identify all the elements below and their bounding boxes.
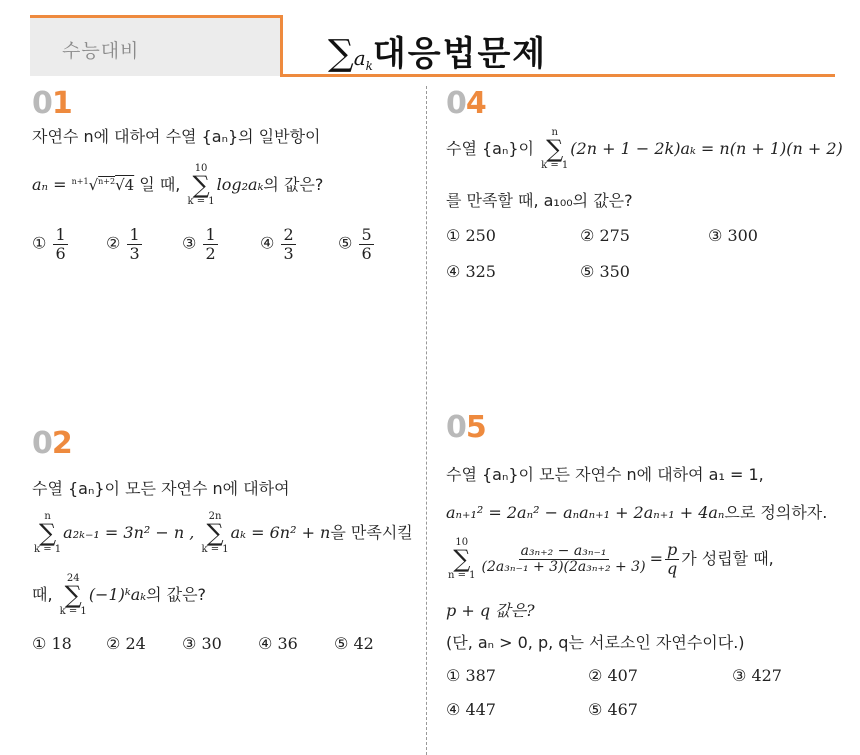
q4-line1: 수열 {aₙ}이 n ∑ k = 1 (2n + 1 − 2k)aₖ = n(n + 1)(n + 2) — [446, 127, 843, 171]
q1-line2: aₙ = $^{n+1}$√$^{n+2}$√4 일 때, 10 ∑ k = 1 log₂aₖ의 값은? — [32, 163, 324, 207]
q2-choice-3[interactable]: ③ 30 — [182, 634, 222, 653]
question-number-01: 01 — [32, 86, 72, 121]
q5-sum: 10 ∑ n = 1 — [448, 537, 476, 581]
question-number-02: 02 — [32, 426, 72, 461]
q2-line2: n ∑ k = 1 a₂ₖ₋₁ = 3n² − n , 2n ∑ k = 1 aₖ = 6n² + n을 만족시킬 — [34, 511, 413, 555]
q5-line1: 수열 {aₙ}이 모든 자연수 n에 대하여 a₁ = 1, — [446, 465, 764, 484]
q5-choice-2[interactable]: ② 407 — [588, 666, 638, 685]
q5-line3: 10 ∑ n = 1 $\frac{\text{a₃ₙ₊₂ − a₃ₙ₋₁}}{\text{(2a₃ₙ₋₁ + 3)(2a₃ₙ₊₂ + 3)}}$ = $\frac{p}{q}$ 가 성립할 때, — [448, 537, 774, 581]
q4-line2: 를 만족할 때, a₁₀₀의 값은? — [446, 191, 633, 210]
q1-line1: 자연수 n에 대하여 수열 {aₙ}의 일반항이 — [32, 127, 321, 146]
header-accent-top — [30, 15, 283, 18]
q5-pq-fraction: $\frac{p}{q}$ — [666, 540, 678, 578]
title-text: 대응법문제 — [372, 34, 548, 74]
q2-sum1: n ∑ k = 1 — [34, 511, 62, 555]
q5-line2: aₙ₊₁² = 2aₙ² − aₙaₙ₊₁ + 2aₙ₊₁ + 4aₙ으로 정의하자. — [446, 503, 828, 522]
q1-nested-root: $^{n+1}$√$^{n+2}$√4 — [71, 175, 135, 194]
q5-choice-3[interactable]: ③ 427 — [732, 666, 782, 685]
q1-choice-3[interactable]: ③ $\frac{1}{2}$ — [182, 225, 216, 263]
title-sigma: ∑ — [328, 33, 354, 74]
q4-choice-1[interactable]: ① 250 — [446, 226, 496, 245]
column-divider — [426, 86, 427, 755]
q4-choice-4[interactable]: ④ 325 — [446, 262, 496, 281]
q2-choice-4[interactable]: ④ 36 — [258, 634, 298, 653]
q1-sum: 10 ∑ k = 1 — [187, 163, 215, 207]
q1-choice-5[interactable]: ⑤ $\frac{5}{6}$ — [338, 225, 372, 263]
q4-sum: n ∑ k = 1 — [541, 127, 569, 171]
q2-choice-5[interactable]: ⑤ 42 — [334, 634, 374, 653]
q4-choice-3[interactable]: ③ 300 — [708, 226, 758, 245]
q1-choice-4[interactable]: ④ $\frac{2}{3}$ — [260, 225, 294, 263]
q5-choice-1[interactable]: ① 387 — [446, 666, 496, 685]
q2-line1: 수열 {aₙ}이 모든 자연수 n에 대하여 — [32, 479, 290, 498]
q1-choice-1[interactable]: ① $\frac{1}{6}$ — [32, 225, 66, 263]
q5-line4: p + q 값은? — [446, 601, 535, 620]
q2-sum2: 2n ∑ k = 1 — [201, 511, 229, 555]
q5-line5: (단, aₙ > 0, p, q는 서로소인 자연수이다.) — [446, 633, 745, 652]
q5-choice-4[interactable]: ④ 447 — [446, 700, 496, 719]
q4-choice-2[interactable]: ② 275 — [580, 226, 630, 245]
question-number-05: 05 — [446, 410, 486, 445]
q5-fraction: $\frac{\text{a₃ₙ₊₂ − a₃ₙ₋₁}}{\text{(2a₃ₙ₋₁ + 3)(2a₃ₙ₊₂ + 3)}}$ — [481, 542, 646, 575]
question-number-04: 04 — [446, 86, 486, 121]
page-title — [328, 26, 547, 75]
q1-choice-2[interactable]: ② $\frac{1}{3}$ — [106, 225, 140, 263]
header-tag: 수능대비 — [62, 40, 140, 62]
q4-choice-5[interactable]: ⑤ 350 — [580, 262, 630, 281]
q2-choice-1[interactable]: ① 18 — [32, 634, 72, 653]
q2-line3: 때, 24 ∑ k = 1 (−1)ᵏaₖ의 값은? — [32, 573, 207, 617]
q2-sum3: 24 ∑ k = 1 — [59, 573, 87, 617]
title-ak: $a_k$ — [353, 46, 373, 73]
header-accent-left — [280, 15, 283, 77]
q2-choice-2[interactable]: ② 24 — [106, 634, 146, 653]
q5-choice-5[interactable]: ⑤ 467 — [588, 700, 638, 719]
